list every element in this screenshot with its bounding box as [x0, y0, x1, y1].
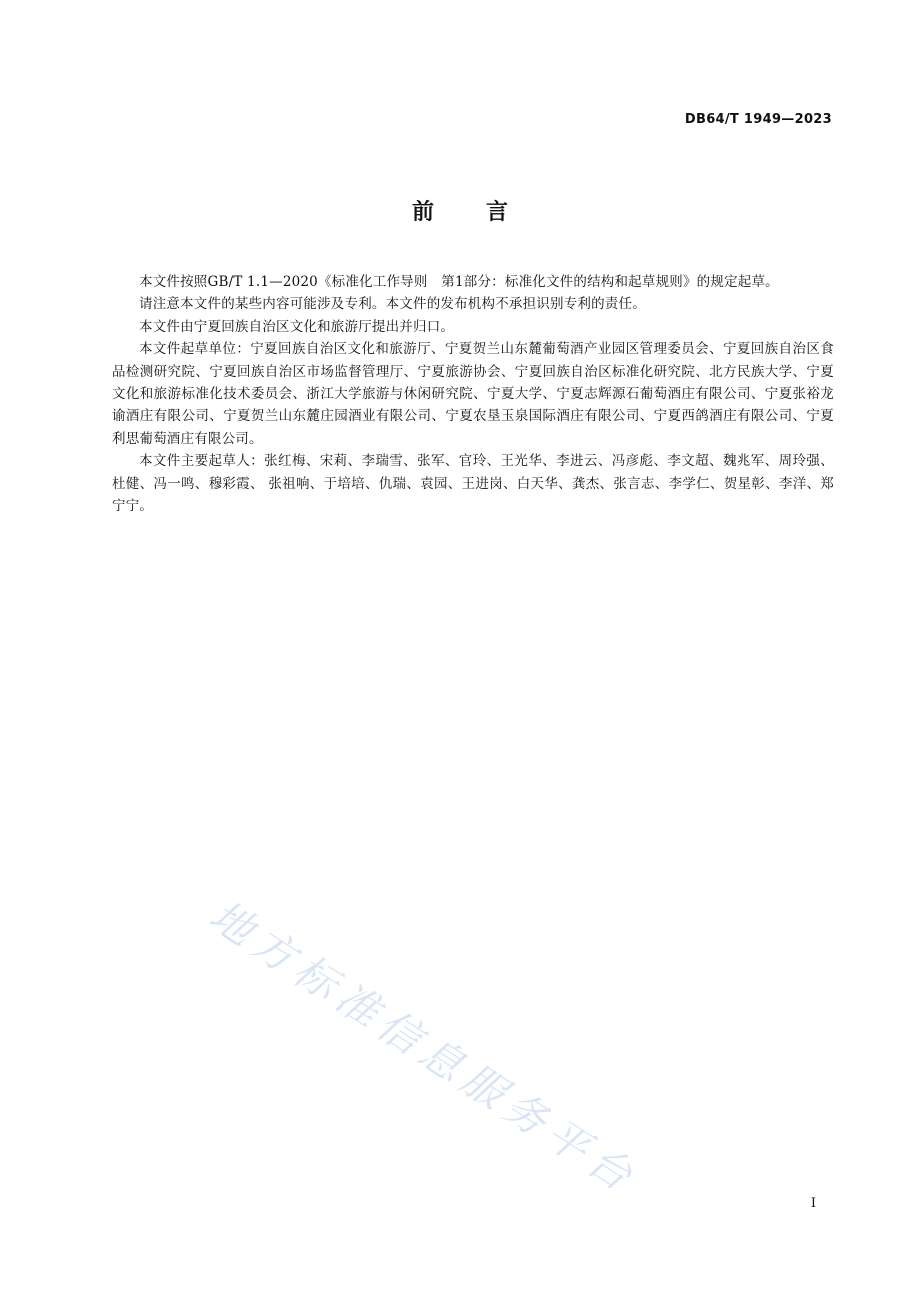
- paragraph-proposer: 本文件由宁夏回族自治区文化和旅游厅提出并归口。: [139, 318, 455, 335]
- page-number: I: [810, 1196, 816, 1211]
- paragraph-drafting-rules: 本文件按照GB/T 1.1—2020《标准化工作导则 第1部分：标准化文件的结构和起草规则》的规定起草。: [139, 274, 779, 290]
- paragraph-patent-notice: 请注意本文件的某些内容可能涉及专利。本文件的发布机构不承担识别专利的责任。: [139, 296, 646, 313]
- document-code: DB64/T 1949—2023: [684, 112, 832, 127]
- foreword-body: [112, 271, 834, 517]
- watermark: 地方标准信息服务平台: [200, 890, 647, 1205]
- paragraph-drafters: 本文件主要起草人：张红梅、宋莉、李瑞雪、张军、官玲、王光华、李进云、冯彦彪、李文超、魏兆军、周玲强、杜健、冯一鸣、穆彩霞、 张祖响、于培培、仇瑞、袁园、王进岗、白天华、龚杰、张言志、李学仁、贺星彰、李洋、郑宁宁。: [112, 453, 834, 515]
- page-title: 前言: [411, 200, 560, 225]
- paragraph-drafting-units: 本文件起草单位：宁夏回族自治区文化和旅游厅、宁夏贺兰山东麓葡萄酒产业园区管理委员会、宁夏回族自治区食品检测研究院、宁夏回族自治区市场监督管理厅、宁夏旅游协会、宁夏回族自治区标准化研究院、北方民族大学、宁夏文化和旅游标准化技术委员会、浙江大学旅游与休闲研究院、宁夏大学、宁夏志辉源石葡萄酒庄有限公司、宁夏张裕龙谕酒庄有限公司、宁夏贺兰山东麓庄园酒业有限公司、宁夏农垦玉泉国际酒庄有限公司、宁夏西鸽酒庄有限公司、宁夏利思葡萄酒庄有限公司。: [112, 341, 834, 447]
